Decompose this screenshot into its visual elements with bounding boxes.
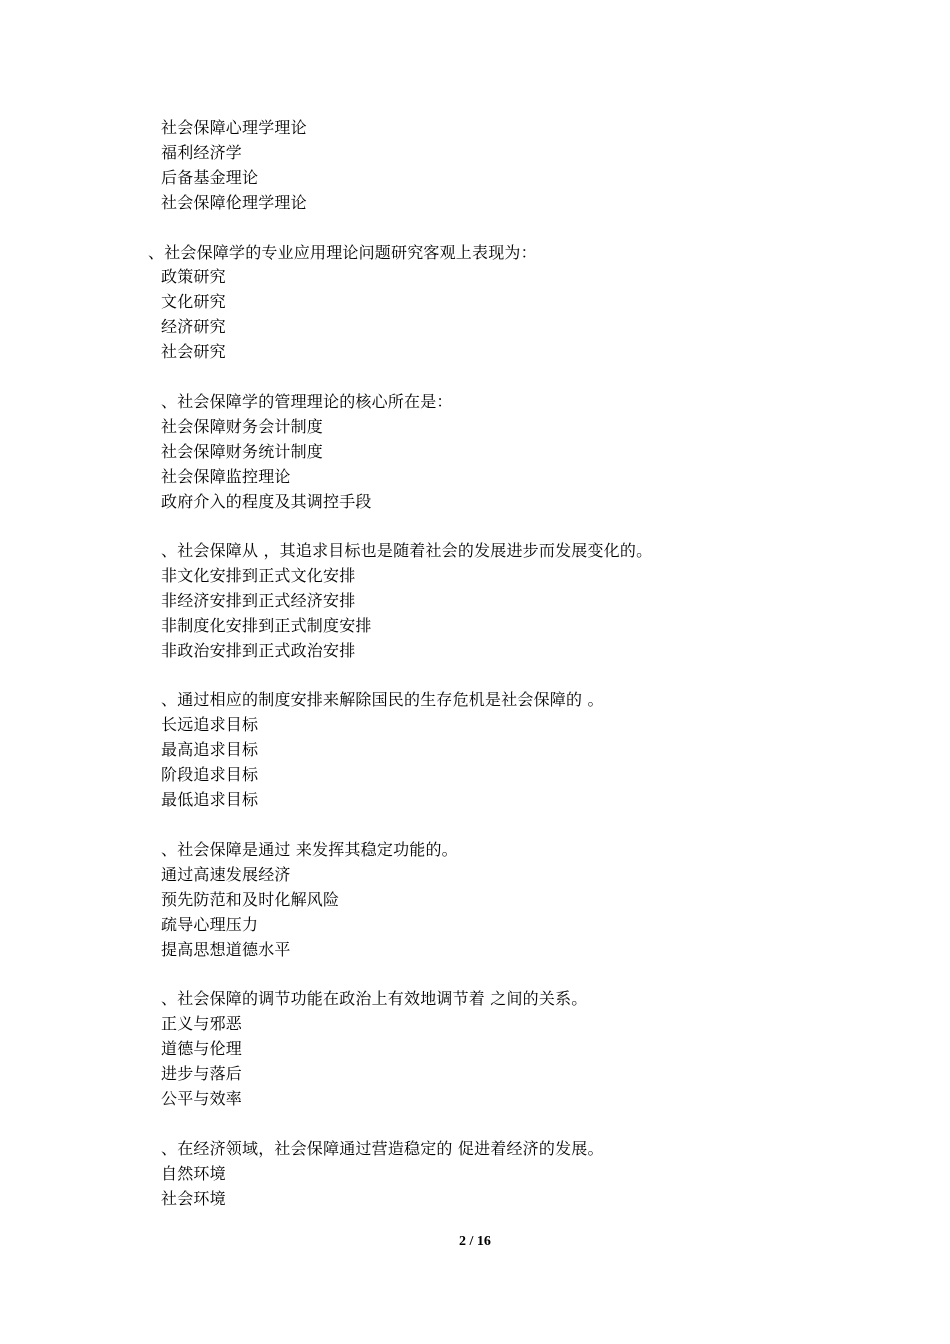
- question-stem: 、社会保障学的管理理论的核心所在是：: [161, 392, 453, 411]
- option: 社会保障心理学理论: [161, 118, 307, 137]
- option: 后备基金理论: [161, 168, 259, 187]
- question-stem: 、社会保障的调节功能在政治上有效地调节着 之间的关系。: [161, 989, 588, 1008]
- option: 阶段追求目标: [161, 765, 259, 784]
- option: 公平与效率: [161, 1089, 243, 1108]
- question-stem: 、社会保障是通过 来发挥其稳定功能的。: [161, 840, 458, 859]
- option: 最高追求目标: [161, 740, 259, 759]
- question-stem: 、社会保障学的专业应用理论问题研究客观上表现为：: [148, 243, 537, 262]
- option: 社会保障财务统计制度: [161, 442, 324, 461]
- question-stem: 、社会保障从 ，其追求目标也是随着社会的发展进步而发展变化的。: [161, 541, 653, 560]
- option: 社会保障监控理论: [161, 467, 291, 486]
- option: 非政治安排到正式政治安排: [161, 641, 356, 660]
- option: 社会环境: [161, 1189, 226, 1208]
- option: 自然环境: [161, 1164, 226, 1183]
- question-stem: 、通过相应的制度安排来解除国民的生存危机是社会保障的 。: [161, 690, 604, 709]
- option: 非经济安排到正式经济安排: [161, 591, 356, 610]
- option: 政策研究: [161, 267, 226, 286]
- question-stem: 、在经济领域，社会保障通过营造稳定的 促进着经济的发展。: [161, 1139, 604, 1158]
- option: 社会保障伦理学理论: [161, 193, 307, 212]
- option: 经济研究: [161, 317, 226, 336]
- option: 文化研究: [161, 292, 226, 311]
- option: 最低追求目标: [161, 790, 259, 809]
- option: 预先防范和及时化解风险: [161, 890, 340, 909]
- option: 非文化安排到正式文化安排: [161, 566, 356, 585]
- option: 疏导心理压力: [161, 915, 259, 934]
- option: 政府介入的程度及其调控手段: [161, 492, 372, 511]
- option: 社会研究: [161, 342, 226, 361]
- page-number: 2 / 16: [459, 1234, 491, 1249]
- option: 提高思想道德水平: [161, 940, 291, 959]
- option: 非制度化安排到正式制度安排: [161, 616, 372, 635]
- option: 福利经济学: [161, 143, 243, 162]
- option: 社会保障财务会计制度: [161, 417, 324, 436]
- option: 正义与邪恶: [161, 1014, 243, 1033]
- option: 进步与落后: [161, 1064, 243, 1083]
- option: 长远追求目标: [161, 715, 259, 734]
- option: 通过高速发展经济: [161, 865, 291, 884]
- option: 道德与伦理: [161, 1039, 243, 1058]
